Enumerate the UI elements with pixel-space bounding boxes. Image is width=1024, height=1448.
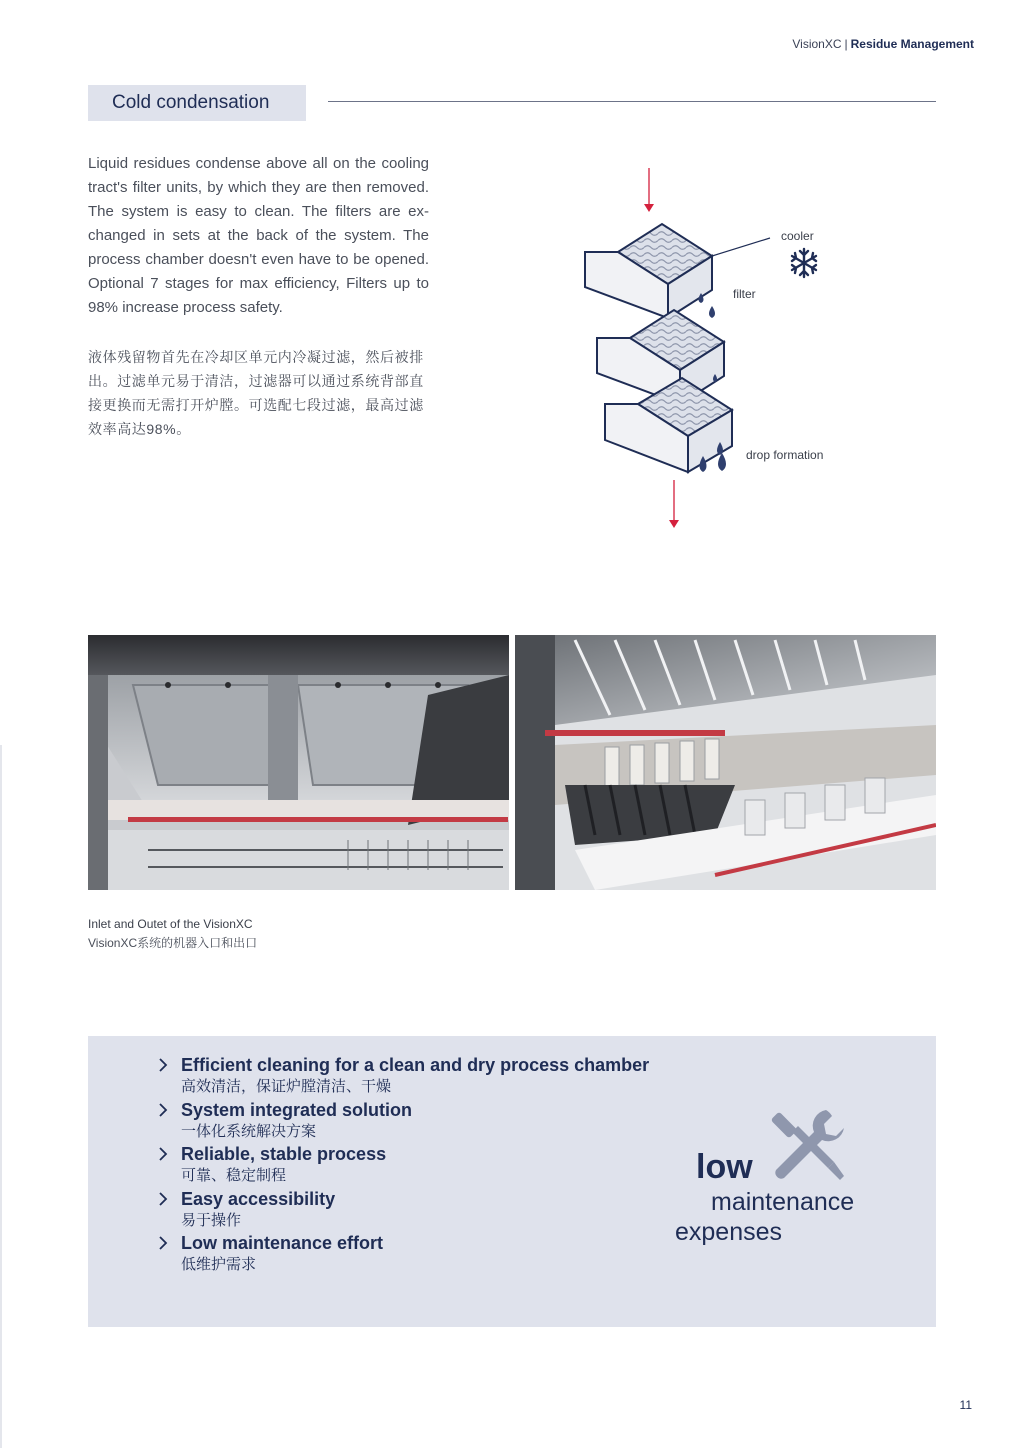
caption-english: Inlet and Outet of the VisionXC (88, 917, 253, 931)
benefit-title: System integrated solution (181, 1099, 413, 1120)
page-edge-line (0, 745, 2, 1448)
photo-caption (88, 915, 257, 953)
page-header (792, 37, 974, 51)
benefit-subtitle: 易于操作 (181, 1211, 242, 1229)
benefit-item (158, 1143, 649, 1188)
section-title: Cold condensation (88, 85, 306, 121)
header-section: Residue Management (850, 37, 974, 51)
tagline-maintenance: maintenance (711, 1188, 855, 1216)
filter-drawer-1 (585, 224, 770, 318)
filter-drawer-3 (605, 378, 732, 472)
inlet-photo (88, 635, 509, 890)
chevron-right-icon (158, 1192, 168, 1206)
description-english: Liquid residues condense above all on the cooling tract's filter units, by which they are then removed. The system is easy to clean. The filters are ex-changed in sets at the back of the system. The process chamber doesn't even have to be opened. Optional 7 stages for max efficiency, Filters up to 98% increase process safety. (88, 155, 429, 316)
benefit-item (158, 1054, 649, 1099)
chevron-right-icon (158, 1236, 168, 1250)
snowflake-icon (792, 249, 816, 277)
arrow-down-icon (644, 168, 654, 212)
header-separator: | (844, 37, 848, 51)
wrench-screwdriver-icon (768, 1106, 848, 1186)
benefits-panel (88, 1036, 936, 1327)
benefit-subtitle: 低维护需求 (181, 1256, 257, 1274)
chevron-right-icon (158, 1147, 168, 1161)
benefit-subtitle: 高效清洁，保证炉膛清洁、干燥 (181, 1078, 392, 1095)
tagline-expenses: expenses (675, 1218, 783, 1246)
chevron-right-icon (158, 1103, 168, 1117)
benefit-item (158, 1232, 649, 1277)
benefit-title: Low maintenance effort (181, 1233, 384, 1254)
benefit-item (158, 1188, 649, 1233)
page-number: 11 (959, 1398, 972, 1412)
benefit-subtitle: 一体化系统解决方案 (181, 1122, 317, 1140)
benefit-subtitle: 可靠、稳定制程 (181, 1167, 287, 1185)
description-chinese: 液体残留物首先在冷却区单元内冷凝过滤，然后被排出。过滤单元易于清洁，过滤器可以通过系统背部直接更换而无需打开炉膛。可选配七段过滤，最高过滤效率高达98%。 (88, 349, 424, 437)
benefit-title: Efficient cleaning for a clean and dry process chamber (181, 1055, 650, 1075)
tagline-low: low (696, 1148, 753, 1186)
label-drop-formation: drop formation (746, 448, 824, 462)
chevron-right-icon (158, 1058, 168, 1072)
header-product: VisionXC (792, 37, 842, 51)
filter-diagram (560, 160, 860, 540)
caption-chinese: VisionXC系统的机器入口和出口 (88, 936, 258, 950)
outlet-photo (515, 635, 936, 890)
arrow-down-icon (669, 480, 679, 528)
label-filter: filter (733, 287, 756, 301)
benefit-item (158, 1099, 649, 1144)
benefit-list (158, 1054, 649, 1277)
title-rule (328, 101, 936, 102)
label-cooler: cooler (781, 229, 814, 243)
benefit-title: Easy accessibility (181, 1188, 336, 1209)
benefit-title: Reliable, stable process (181, 1144, 387, 1165)
